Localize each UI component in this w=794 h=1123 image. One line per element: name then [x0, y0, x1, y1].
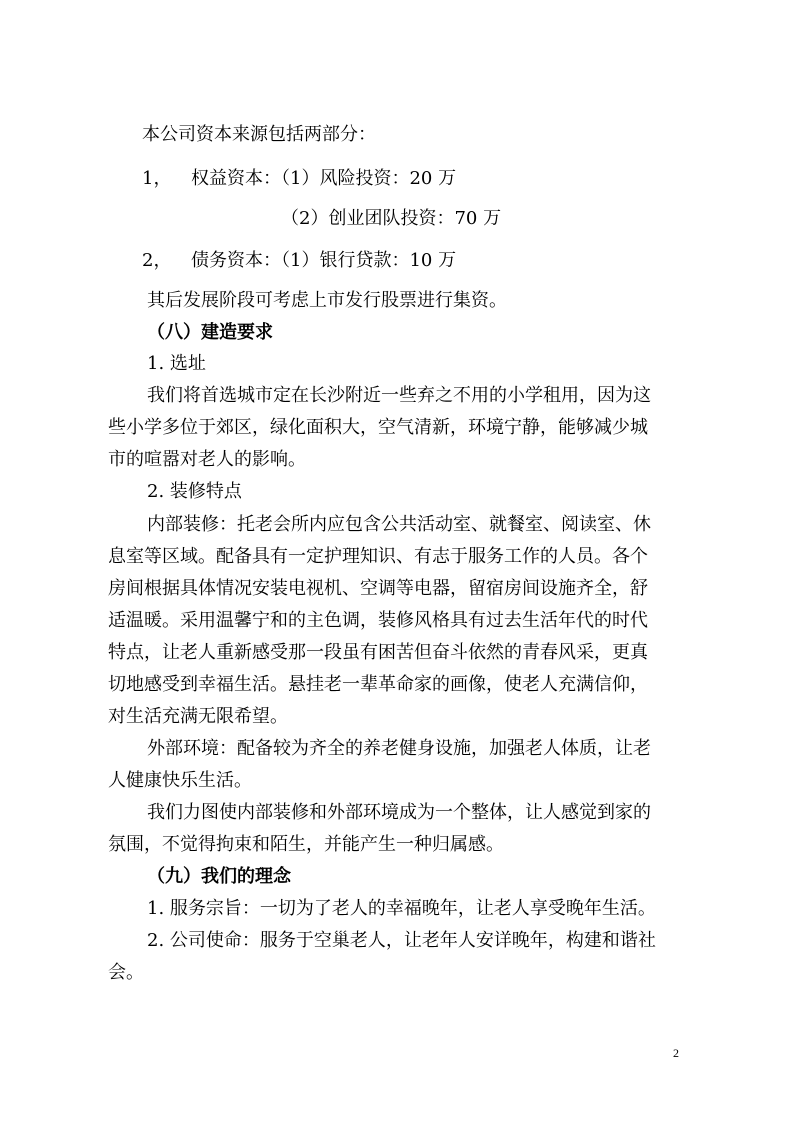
- site-heading: 1. 选址: [147, 353, 206, 374]
- debt-number: 2，: [142, 250, 172, 271]
- section-9-heading: （九）我们的理念: [147, 866, 291, 887]
- service-tenet: 1. 服务宗旨：一切为了老人的幸福晚年，让老人享受晚年生活。: [147, 898, 656, 919]
- whole-paragraph-line: 我们力图使内部装修和外部环境成为一个整体，让人感觉到家的: [147, 802, 651, 823]
- mission-paragraph-line: 2. 公司使命：服务于空巢老人，让老年人安详晚年，构建和谐社: [147, 930, 656, 951]
- capital-intro: 本公司资本来源包括两部分：: [142, 124, 376, 145]
- equity-capital-line: 权益资本：（1）风险投资：20 万: [191, 168, 457, 189]
- exterior-paragraph-line: 外部环境：配备较为齐全的养老健身设施，加强老人体质，让老: [147, 738, 651, 759]
- later-financing: 其后发展阶段可考虑上市发行股票进行集资。: [147, 290, 507, 311]
- equity-number: 1，: [142, 168, 172, 189]
- site-paragraph-line: 些小学多位于郊区，绿化面积大，空气清新，环境宁静，能够减少城: [108, 417, 648, 438]
- decoration-heading: 2. 装修特点: [147, 481, 242, 502]
- exterior-paragraph-line: 人健康快乐生活。: [108, 770, 252, 791]
- debt-capital-line: 债务资本：（1）银行贷款：10 万: [191, 250, 457, 271]
- interior-paragraph-line: 对生活充满无限希望。: [108, 706, 288, 727]
- interior-paragraph-line: 息室等区域。配备具有一定护理知识、有志于服务工作的人员。各个: [108, 546, 648, 567]
- interior-paragraph-line: 内部装修：托老会所内应包含公共活动室、就餐室、阅读室、休: [147, 514, 651, 535]
- mission-paragraph-line: 会。: [108, 962, 144, 983]
- section-8-heading: （八）建造要求: [147, 322, 273, 343]
- interior-paragraph-line: 切地感受到幸福生活。悬挂老一辈革命家的画像，使老人充满信仰，: [108, 674, 648, 695]
- whole-paragraph-line: 氛围，不觉得拘束和陌生，并能产生一种归属感。: [108, 834, 504, 855]
- interior-paragraph-line: 特点，让老人重新感受那一段虽有困苦但奋斗依然的青春风采，更真: [108, 642, 648, 663]
- team-investment-line: （2）创业团队投资：70 万: [281, 208, 502, 229]
- site-paragraph-line: 我们将首选城市定在长沙附近一些弃之不用的小学租用，因为这: [147, 385, 651, 406]
- page-number: 2: [673, 1046, 679, 1060]
- interior-paragraph-line: 房间根据具体情况安装电视机、空调等电器，留宿房间设施齐全，舒: [108, 578, 648, 599]
- interior-paragraph-line: 适温暖。采用温馨宁和的主色调，装修风格具有过去生活年代的时代: [108, 610, 648, 631]
- site-paragraph-line: 市的喧嚣对老人的影响。: [108, 449, 306, 470]
